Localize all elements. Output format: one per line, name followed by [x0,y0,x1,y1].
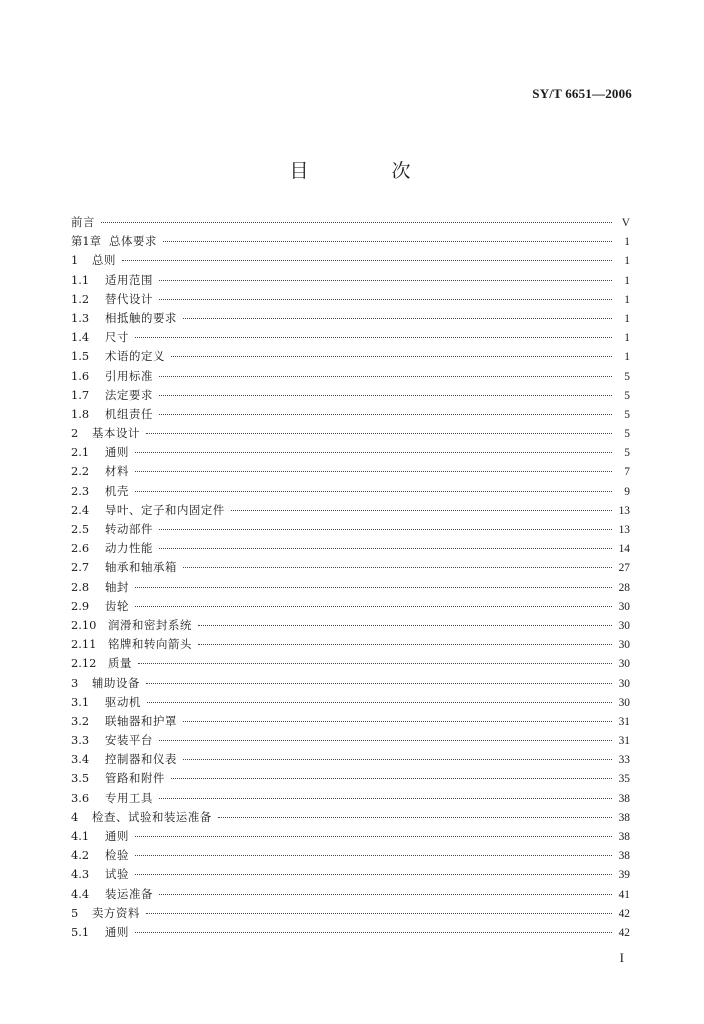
toc-entry-title: 通则 [105,445,129,460]
toc-entry [71,654,630,673]
toc-entry-page: 30 [618,600,630,613]
toc-entry-title: 转动部件 [105,522,153,536]
toc-entry-page: 1 [624,332,630,345]
dot-leader [171,778,612,779]
toc-entry-title: 管路和附件 [105,771,165,786]
toc-entry-page: 9 [624,485,630,498]
toc-entry [71,923,630,942]
toc-entry-number: 1.4 [71,330,90,345]
toc-entry [71,501,630,520]
toc-entry-title: 通则 [105,924,129,939]
toc-entry-title: 驱动机 [105,694,141,709]
dot-leader [159,280,612,281]
toc-entry-title: 机壳 [105,483,129,498]
toc-entry [71,290,630,309]
dot-leader [138,663,612,664]
toc-entry-page: 13 [618,504,630,517]
dot-leader [135,606,612,607]
dot-leader [159,740,612,741]
toc-entry-title: 轴承和轴承箱 [105,560,177,575]
toc-entry-number: 1.8 [71,406,90,421]
toc-entry-title: 检查、试验和装运准备 [92,809,212,824]
toc-entry-page: V [621,217,630,229]
dot-leader [183,318,612,319]
dot-leader [159,529,612,530]
toc-entry-number: 2.2 [71,464,90,479]
dot-leader [135,932,612,933]
dot-leader [146,913,612,914]
toc-entry-number: 1.7 [71,387,90,402]
toc-entry-title: 总体要求 [109,234,157,249]
toc-entry [71,578,630,597]
dot-leader [159,798,612,799]
toc-entry [71,597,630,616]
dot-leader [183,759,612,760]
document-code: SY/T 6651—2006 [532,86,632,101]
toc-entry-page: 5 [624,447,630,460]
toc-entry-number: 1.3 [71,310,90,325]
toc-entry [71,347,630,366]
toc-entry-page: 38 [618,850,630,863]
toc-entry-title: 通则 [105,829,129,843]
toc-entry-number: 第1章 [71,234,102,249]
toc-entry-page: 1 [624,351,630,364]
dot-leader [135,337,612,338]
toc-entry-title: 铭牌和转向箭头 [108,637,192,652]
toc-entry-number: 5 [71,905,79,920]
dot-leader [183,721,612,722]
toc-entry-number: 2.1 [71,445,90,460]
toc-entry-page: 1 [624,293,630,306]
toc-entry [71,693,630,712]
toc-entry-title: 尺寸 [105,330,129,345]
toc-entry [71,635,630,654]
toc-entry-page: 35 [618,773,630,786]
dot-leader [147,702,612,703]
toc-entry [71,827,630,846]
toc-entry-page: 1 [624,274,630,287]
toc-entry-number: 2.3 [71,483,90,498]
toc-entry-page: 14 [618,543,630,556]
toc-entry-page: 42 [618,926,630,939]
toc-entry-page: 38 [618,811,630,824]
toc-entry-number: 1.6 [71,368,90,383]
dot-leader [163,241,612,242]
dot-leader [159,395,612,396]
dot-leader [146,683,612,684]
toc-entry [71,482,630,501]
dot-leader [159,894,612,895]
toc-entry-number: 1.1 [71,272,90,287]
toc-entry [71,865,630,884]
toc-entry [71,462,630,481]
toc-entry [71,885,630,904]
toc-entry-title: 专用工具 [105,790,153,805]
table-of-contents [71,213,630,942]
toc-entry-page: 30 [618,639,630,652]
toc-entry-number: 3.1 [71,694,90,709]
toc-entry-page: 30 [618,658,630,671]
toc-entry-page: 30 [618,677,630,690]
dot-leader [159,548,612,549]
toc-entry-number: 4.3 [71,867,90,882]
toc-entry-title: 质量 [108,656,132,671]
dot-leader [171,356,612,357]
toc-entry [71,712,630,731]
toc-entry-page: 30 [618,619,630,632]
dot-leader [146,433,612,434]
page-number: I [619,950,624,965]
toc-entry [71,558,630,577]
toc-entry-title: 齿轮 [105,598,129,613]
toc-entry [71,328,630,347]
toc-entry-title: 卖方资料 [92,905,140,920]
toc-entry-title: 联轴器和护罩 [105,713,177,728]
toc-entry [71,251,630,270]
dot-leader [135,471,612,472]
toc-entry-page: 1 [624,236,630,249]
dot-leader [101,222,612,223]
dot-leader [159,376,612,377]
toc-entry-number: 2.10 [71,617,97,632]
dot-leader [198,644,612,645]
toc-entry [71,904,630,923]
toc-entry [71,232,630,251]
toc-entry [71,616,630,635]
dot-leader [135,836,612,837]
toc-entry-page: 38 [618,792,630,805]
toc-entry-page: 5 [624,370,630,383]
toc-entry-title: 材料 [105,464,129,479]
dot-leader [218,817,612,818]
toc-entry-number: 2.7 [71,560,90,575]
toc-entry-page: 5 [624,389,630,402]
toc-entry-page: 5 [624,408,630,421]
toc-entry-number: 5.1 [71,924,90,939]
toc-entry-number: 3.2 [71,713,90,728]
toc-entry-title: 动力性能 [105,541,153,556]
toc-entry-number: 3.3 [71,733,90,748]
dot-leader [198,625,612,626]
toc-entry-title: 润滑和密封系统 [108,617,192,632]
page-title: 目 次 [289,160,443,182]
dot-leader [122,260,612,261]
toc-entry [71,731,630,750]
dot-leader [159,299,612,300]
toc-entry-title: 法定要求 [105,387,153,402]
toc-entry-title: 前言 [71,215,95,229]
toc-entry-page: 28 [618,581,630,594]
toc-entry-page: 5 [624,428,630,441]
toc-entry-number: 2.8 [71,579,90,594]
dot-leader [135,587,612,588]
toc-entry [71,213,630,232]
toc-entry-number: 1.2 [71,291,90,306]
toc-entry [71,769,630,788]
toc-entry [71,750,630,769]
toc-entry [71,539,630,558]
toc-entry [71,386,630,405]
toc-entry-page: 31 [618,715,630,728]
toc-entry-title: 装运准备 [105,886,153,901]
toc-entry-page: 1 [624,312,630,325]
toc-entry [71,808,630,827]
dot-leader [135,452,612,453]
toc-entry [71,443,630,462]
toc-entry-page: 42 [618,907,630,920]
toc-entry [71,405,630,424]
toc-entry-title: 基本设计 [92,426,140,441]
toc-entry-number: 4.2 [71,848,90,863]
toc-entry-title: 引用标准 [105,368,153,383]
toc-entry-page: 39 [618,869,630,882]
dot-leader [159,414,612,415]
toc-entry-number: 2 [71,426,79,441]
toc-entry [71,424,630,443]
toc-entry-number: 2.9 [71,598,90,613]
toc-entry-page: 7 [624,466,630,479]
toc-entry-title: 机组责任 [105,406,153,421]
toc-entry-number: 1.5 [71,349,90,364]
toc-entry-title: 辅助设备 [92,675,140,690]
toc-entry-title: 安装平台 [105,733,153,748]
toc-entry-page: 41 [618,888,630,901]
toc-entry-number: 4.1 [71,829,90,843]
toc-entry-title: 适用范围 [105,272,153,287]
toc-entry-number: 3 [71,675,79,690]
toc-entry [71,846,630,865]
toc-entry-number: 3.6 [71,790,90,805]
dot-leader [135,874,612,875]
toc-entry-title: 控制器和仪表 [105,752,177,767]
toc-entry-number: 2.6 [71,541,90,556]
dot-leader [183,567,612,568]
toc-entry-title: 相抵触的要求 [105,310,177,325]
toc-entry-title: 轴封 [105,579,129,594]
toc-entry-title: 术语的定义 [105,349,165,364]
toc-entry [71,309,630,328]
toc-entry-number: 2.5 [71,522,90,536]
toc-entry-page: 38 [618,831,630,843]
dot-leader [231,510,612,511]
toc-entry-title: 试验 [105,867,129,882]
toc-entry-page: 13 [618,524,630,536]
toc-entry-page: 33 [618,754,630,767]
toc-entry-number: 3.4 [71,752,90,767]
toc-entry-title: 总则 [92,253,116,268]
toc-entry [71,367,630,386]
dot-leader [135,855,612,856]
toc-entry-title: 导叶、定子和内固定件 [105,502,225,517]
toc-entry-number: 2.4 [71,502,90,517]
toc-entry-page: 1 [624,255,630,268]
toc-entry-page: 27 [618,562,630,575]
toc-entry [71,271,630,290]
toc-entry-page: 31 [618,735,630,748]
toc-entry [71,674,630,693]
toc-entry [71,520,630,539]
toc-entry-title: 检验 [105,848,129,863]
toc-entry-number: 1 [71,253,79,268]
toc-entry-number: 4 [71,809,79,824]
toc-entry-title: 替代设计 [105,291,153,306]
toc-entry-number: 2.12 [71,656,97,671]
toc-entry-number: 3.5 [71,771,90,786]
toc-entry-number: 2.11 [71,637,97,652]
toc-entry [71,789,630,808]
toc-entry-page: 30 [618,696,630,709]
dot-leader [135,491,612,492]
toc-entry-number: 4.4 [71,886,90,901]
